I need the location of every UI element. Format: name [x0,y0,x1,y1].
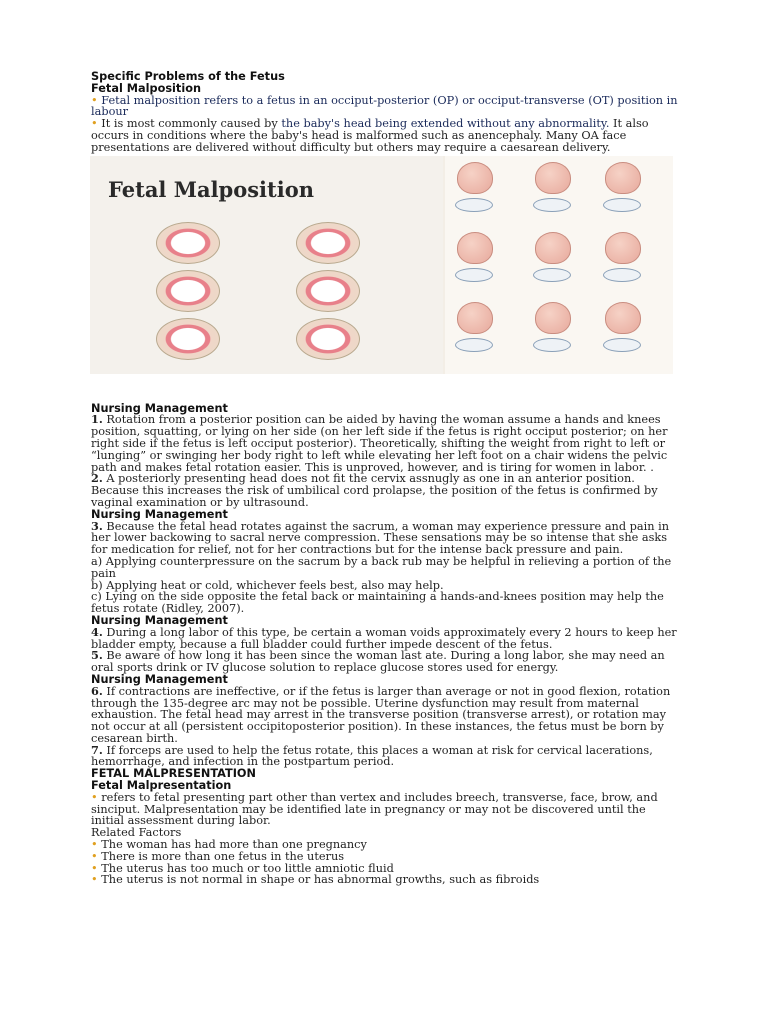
fetus-illustration [535,232,571,264]
fetus-illustration [535,162,571,194]
pelvic-inlet-diagram [533,198,571,212]
pelvis-diagram [296,318,360,360]
page-title: Specific Problems of the Fetus [91,70,285,83]
nursing-management-heading: Nursing Management [91,401,228,415]
pelvic-inlet-diagram [455,198,493,212]
malpresentation-bullet: • refers to fetal presenting part other than vertex and includes breech, transverse, face, brow, and sinciput. Malpresentation may be identified late in pregnancy or may not be discovered until the initial assessment during labor. [91,790,658,828]
pelvic-inlet-diagram [603,268,641,282]
related-factor-item: • There is more than one fetus in the uterus [91,849,345,863]
related-factor-item: • The uterus is not normal in shape or has abnormal growths, such as fibroids [91,873,540,887]
nursing-subitem: c) Lying on the side opposite the fetal back or maintaining a hands-and-knees position may help the fetus rotate (Ridley, 2007). [91,590,664,616]
bullet-dot-icon: • [91,790,98,804]
pelvis-diagram [156,318,220,360]
section-heading-malpresentation-caps: FETAL MALPRESENTATION [91,767,256,781]
pelvis-diagram [156,222,220,264]
pelvis-diagram [156,270,220,312]
fetus-illustration [457,302,493,334]
pelvic-inlet-diagram [455,268,493,282]
fetal-malposition-figure [90,156,673,374]
nursing-management-heading: Nursing Management [91,507,228,521]
bullet-dot-icon: • [91,861,98,875]
pelvis-diagram [296,222,360,264]
malposition-diagram-panel [90,156,443,374]
bullet-dot-icon: • [91,838,98,852]
presentation-diagram-panel [445,156,673,374]
nursing-management-heading: Nursing Management [91,613,228,627]
fetus-illustration [457,162,493,194]
nursing-item: 6. If contractions are ineffective, or if the fetus is larger than average or not in good flexion, rotation through the 135-degree arc may not be possible. Uterine dysfunction may result from maternal exhaustion. The fetal head may arrest in the transverse position (transverse arrest), or rotation may not occur at all (persistent occipitoposterior position). In these instances, the fetus must be born by cesarean birth. [91,683,671,745]
document-page [91,71,681,886]
fetus-illustration [457,232,493,264]
bullet-dot-icon: • [91,873,98,887]
fetus-illustration [535,302,571,334]
pelvic-inlet-diagram [533,338,571,352]
related-factor-item: • The uterus has too much or too little amniotic fluid [91,861,394,875]
malposition-cause-link[interactable]: the baby's head being extended without any abnormality. [281,117,610,131]
pelvic-inlet-diagram [533,268,571,282]
fetus-illustration [605,302,641,334]
nursing-item: 5. Be aware of how long it has been since the woman last ate. During a long labor, she may need an oral sports drink or IV glucose solution to replace glucose stores used for energy. [91,648,665,675]
pelvic-inlet-diagram [455,338,493,352]
bullet-dot-icon: • [91,849,98,863]
bullet-dot-icon: • [91,93,98,107]
bullet-dot-icon: • [91,117,98,131]
nursing-item: 4. During a long labor of this type, be certain a woman voids approximately every 2 hours to keep her bladder empty, because a full bladder could further impede descent of the fetus. [91,624,677,651]
nursing-item: 3. Because the fetal head rotates against the sacrum, a woman may experience pressure and pain in her lower backowing to sacral nerve compression. These sensations may be so intense that she asks for medication for relief, not for her contractions but for the intense back pressure and pain. [91,518,669,557]
related-factors-label: Related Factors [91,826,182,840]
fetus-illustration [605,232,641,264]
figure-title: Fetal Malposition [108,176,314,202]
nursing-item: 1. Rotation from a posterior position can be aided by having the woman assume a hands and knees position, squatting, or lying on her side (on her left side if the fetus is right occiput posterior; on her right side if the fetus is left occiput posterior). Theoretically, shifting the weight from right to left or “lunging” or swinging her body right to left while elevating her left foot on a chair widens the pelvic path and makes fetal rotation easier. This is unproved, however, and is tiring for women in labor. . [91,412,668,474]
nursing-management-heading: Nursing Management [91,672,228,686]
pelvic-inlet-diagram [603,198,641,212]
pelvis-diagram [296,270,360,312]
pelvic-inlet-diagram [603,338,641,352]
nursing-subitem: a) Applying counterpressure on the sacrum by a back rub may be helpful in relieving a portion of the pain [91,554,672,580]
malposition-bullet-2: • It is most commonly caused by the baby's head being extended without any abnormality. It also occurs in conditions where the baby's head is malformed such as anencephaly. Many OA face presentations are delivered without difficulty but others may require a caesarean delivery. [91,117,649,154]
related-factor-item: • The woman has had more than one pregnancy [91,838,367,852]
nursing-subitem: b) Applying heat or cold, whichever feels best, also may help. [91,578,444,592]
fetus-illustration [605,162,641,194]
section-heading-malposition: Fetal Malposition [91,81,202,95]
section-heading-malpresentation: Fetal Malpresentation [91,779,232,793]
nursing-item: 2. A posteriorly presenting head does not fit the cervix assnugly as one in an anterior position. Because this increases the risk of umbilical cord prolapse, the position of the fetus is confirmed by vaginal examination or by ultrasound. [91,471,658,509]
malposition-bullet-1: • Fetal malposition refers to a fetus in an occiput-posterior (OP) or occiput-transverse (OT) position in labour [91,93,678,119]
nursing-item: 7. If forceps are used to help the fetus rotate, this places a woman at risk for cervical lacerations, hemorrhage, and infection in the postpartum period. [91,742,653,769]
